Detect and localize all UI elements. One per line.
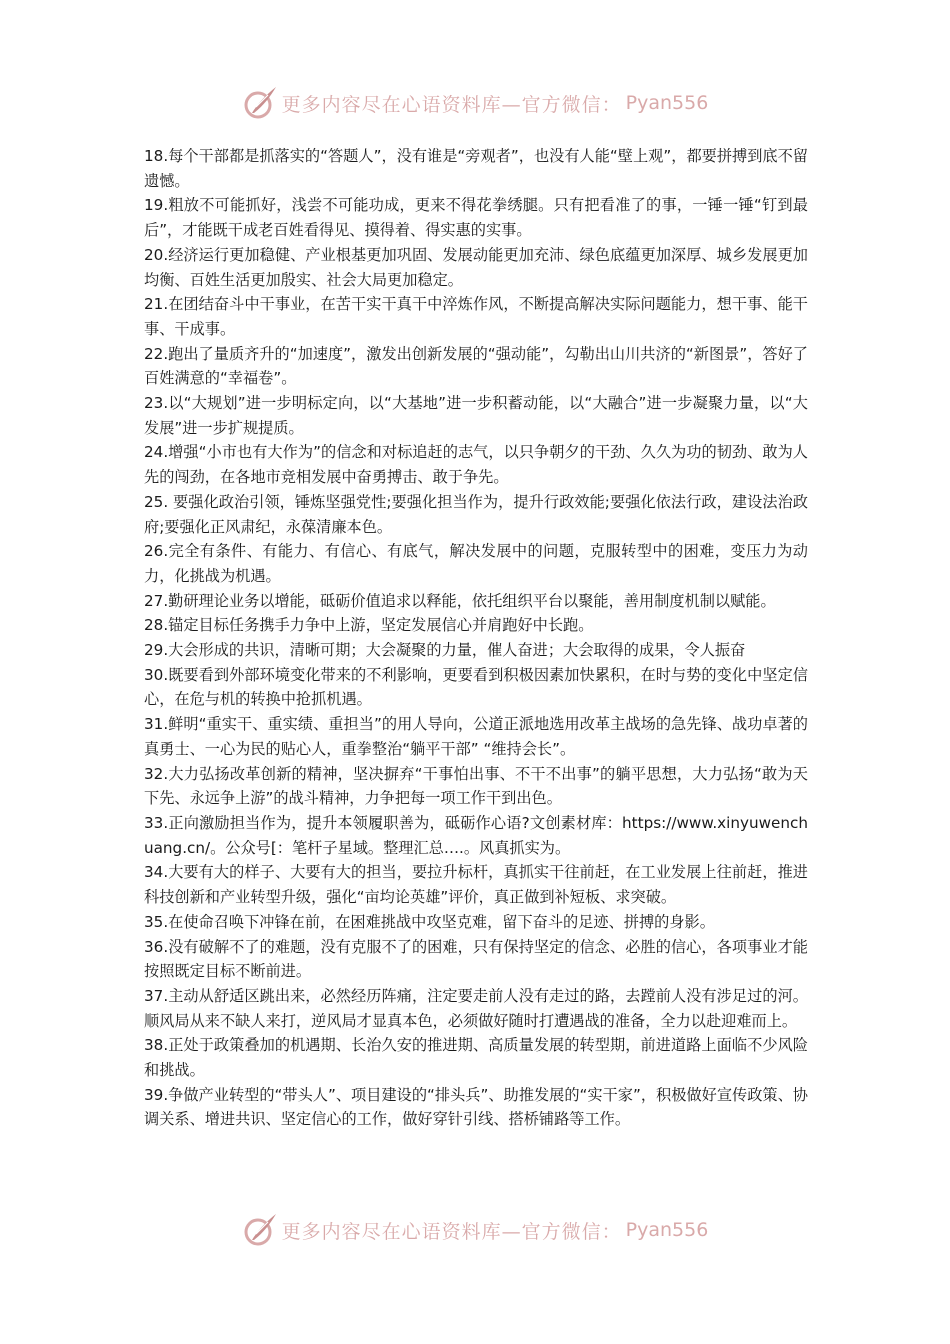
paragraph-36: 36.没有破解不了的难题，没有克服不了的困难，只有保持坚定的信念、必胜的信心，各项事业才能按照既定目标不断前进。: [144, 937, 808, 981]
paragraph-34: 34.大要有大的样子、大要有大的担当，要拉升标杆，真抓实干往前赶，在工业发展上往前赶，推进科技创新和产业转型升级，强化“亩均论英雄”评价，真正做到补短板、求突破。: [144, 863, 808, 907]
paragraph-23: 23.以“大规划”进一步明标定向，以“大基地”进一步积蓄动能，以“大融合”进一步凝聚力量，以“大发展”进一步扩规提质。: [144, 394, 808, 437]
header-banner-text: 更多内容尽在心语资料库—官方微信：: [281, 93, 622, 116]
quill-logo-icon: [242, 1212, 278, 1248]
paragraph-31: 31.鲜明“重实干、重实绩、重担当”的用人导向，公道正派地选用改革主战场的急先锋、战功卓著的真勇士、一心为民的贴心人，重拳整治“躺平干部” “维持会长”。: [144, 715, 808, 758]
paragraph-24: 24.增强“小市也有大作为”的信念和对标追赶的志气，以只争朝夕的干劲、久久为功的韧劲、敢为人先的闯劲，在各地市竞相发展中奋勇搏击、敢于争先。: [144, 443, 808, 487]
paragraph-27: 27.勤研理论业务以增能，砥砺价值追求以释能，依托组织平台以聚能，善用制度机制以赋能。: [144, 591, 776, 610]
footer-banner: [0, 1210, 950, 1250]
footer-wechat-id: Pyan556: [625, 1219, 709, 1241]
paragraph-33: 33.正向激励担当作为，提升本领履职善为，砥砺作心语?文创素材库：https://www.xinyuwenchuang.cn/。公众号[：笔杆子星域。整理汇总….。风真抓实为。: [144, 813, 808, 857]
footer-banner-text: 更多内容尽在心语资料库—官方微信：: [281, 1220, 622, 1243]
quill-logo-icon: [242, 85, 278, 121]
paragraph-35: 35.在使命召唤下冲锋在前，在困难挑战中攻坚克难，留下奋斗的足迹、拼搏的身影。: [144, 912, 715, 931]
paragraph-25: 25. 要强化政治引领，锤炼坚强党性;要强化担当作为，提升行政效能;要强化依法行政，建设法治政府;要强化正风肃纪，永葆清廉本色。: [144, 492, 808, 536]
paragraph-26: 26.完全有条件、有能力、有信心、有底气，解决发展中的问题，克服转型中的困难，变压力为动力，化挑战为机遇。: [144, 542, 808, 585]
paragraph-30: 30.既要看到外部环境变化带来的不利影响，更要看到积极因素加快累积，在时与势的变化中坚定信心，在危与机的转换中抢抓机遇。: [144, 665, 808, 709]
document-body: [144, 144, 808, 1132]
paragraph-39: 39.争做产业转型的“带头人”、项目建设的“排头兵”、助推发展的“实干家”，积极做好宣传政策、协调关系、增进共识、坚定信心的工作，做好穿针引线、搭桥铺路等工作。: [144, 1085, 808, 1129]
paragraph-38: 38.正处于政策叠加的机遇期、长治久安的推进期、高质量发展的转型期，前进道路上面临不少风险和挑战。: [144, 1036, 808, 1080]
paragraph-20: 20.经济运行更加稳健、产业根基更加巩固、发展动能更加充沛、绿色底蕴更加深厚、城乡发展更加均衡、百姓生活更加殷实、社会大局更加稳定。: [144, 245, 808, 289]
header-wechat-id: Pyan556: [625, 92, 709, 114]
paragraph-28: 28.锚定目标任务携手力争中上游，坚定发展信心并肩跑好中长跑。: [144, 616, 594, 635]
paragraph-29: 29.大会形成的共识，清晰可期；大会凝聚的力量，催人奋进；大会取得的成果，令人振奋: [144, 641, 746, 660]
paragraph-21: 21.在团结奋斗中干事业，在苦干实干真干中淬炼作风，不断提高解决实际问题能力，想干事、能干事、干成事。: [144, 295, 808, 338]
paragraph-18: 18.每个干部都是抓落实的“答题人”，没有谁是“旁观者”，也没有人能“壁上观”，都要拼搏到底不留遗憾。: [144, 147, 808, 190]
paragraph-37: 37.主动从舒适区跳出来，必然经历阵痛，注定要走前人没有走过的路，去蹚前人没有涉足过的河。顺风局从来不缺人来打，逆风局才显真本色，必须做好随时打遭遇战的准备，全力以赴迎难而上。: [144, 986, 808, 1030]
paragraph-19: 19.粗放不可能抓好，浅尝不可能功成，更来不得花拳绣腿。只有把看准了的事，一锤一锤“钉到最后”，才能既干成老百姓看得见、摸得着、得实惠的实事。: [144, 196, 808, 240]
header-banner: [0, 83, 950, 123]
paragraph-22: 22.跑出了量质齐升的“加速度”，激发出创新发展的“强动能”，勾勒出山川共济的“新图景”，答好了百姓满意的“幸福卷”。: [144, 344, 808, 388]
paragraph-32: 32.大力弘扬改革创新的精神，坚决摒弃“干事怕出事、不干不出事”的躺平思想，大力弘扬“敢为天下先、永远争上游”的战斗精神，力争把每一项工作干到出色。: [144, 764, 808, 808]
